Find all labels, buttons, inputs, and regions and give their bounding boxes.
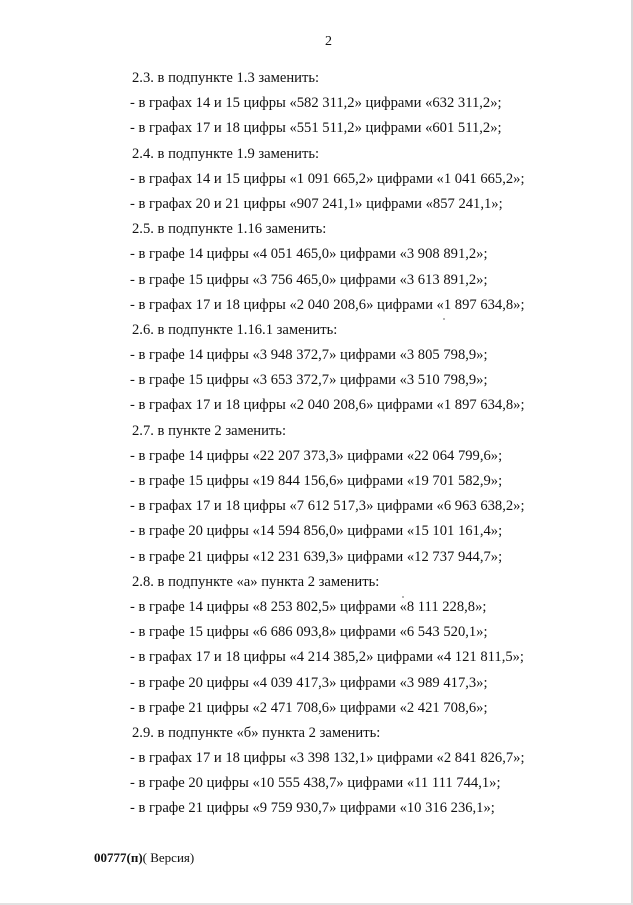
document-version: ( Версия)	[142, 850, 195, 865]
amendment-item: - в графе 20 цифры «10 555 438,7» цифрами «11 111 744,1»;	[130, 775, 501, 792]
amendment-item: - в графе 15 цифры «6 686 093,8» цифрами «6 543 520,1»;	[130, 624, 488, 641]
amendment-item: - в графах 17 и 18 цифры «2 040 208,6» цифрами «1 897 634,8»;	[130, 397, 525, 414]
page-number: 2	[325, 34, 332, 49]
amendment-item: - в графе 14 цифры «3 948 372,7» цифрами «3 805 798,9»;	[130, 347, 488, 364]
amendment-item: - в графе 21 цифры «9 759 930,7» цифрами «10 316 236,1»;	[130, 800, 495, 817]
document-footer	[94, 850, 194, 866]
section-heading: 2.5. в подпункте 1.16 заменить:	[132, 221, 327, 238]
amendment-item: - в графах 17 и 18 цифры «2 040 208,6» цифрами «1 897 634,8»;	[130, 296, 525, 313]
section-heading: 2.7. в пункте 2 заменить:	[132, 422, 287, 439]
amendment-item: - в графах 17 и 18 цифры «551 511,2» цифрами «601 511,2»;	[130, 120, 502, 137]
section-heading: 2.3. в подпункте 1.3 заменить:	[132, 70, 320, 86]
amendment-item: - в графах 14 и 15 цифры «1 091 665,2» цифрами «1 041 665,2»;	[130, 170, 525, 187]
amendment-item: - в графе 14 цифры «22 207 373,3» цифрами «22 064 799,6»;	[130, 447, 503, 464]
section-heading: 2.8. в подпункте «а» пункта 2 заменить:	[132, 573, 380, 590]
amendment-item: - в графах 17 и 18 цифры «4 214 385,2» цифрами «4 121 811,5»;	[130, 649, 524, 666]
amendment-list	[130, 66, 630, 822]
amendment-item: - в графе 14 цифры «8 253 802,5» цифрами «8 111 228,8»;	[130, 598, 487, 615]
amendment-item: - в графе 21 цифры «12 231 639,3» цифрами «12 737 944,7»;	[130, 548, 503, 565]
amendment-item: - в графе 15 цифры «19 844 156,6» цифрами «19 701 582,9»;	[130, 473, 503, 489]
amendment-item: - в графах 20 и 21 цифры «907 241,1» цифрами «857 241,1»;	[130, 195, 503, 212]
amendment-item: - в графе 14 цифры «4 051 465,0» цифрами «3 908 891,2»;	[130, 246, 488, 263]
amendment-item: - в графах 17 и 18 цифры «3 398 132,1» цифрами «2 841 826,7»;	[130, 750, 525, 767]
amendment-item: - в графе 15 цифры «3 653 372,7» цифрами «3 510 798,9»;	[130, 372, 488, 389]
amendment-item: - в графе 20 цифры «14 594 856,0» цифрами «15 101 161,4»;	[130, 523, 503, 540]
section-heading: 2.4. в подпункте 1.9 заменить:	[132, 145, 320, 162]
scan-speck	[443, 318, 445, 320]
document-code: 00777(п)	[94, 850, 143, 865]
amendment-item: - в графе 20 цифры «4 039 417,3» цифрами «3 989 417,3»;	[130, 674, 488, 691]
scan-speck	[402, 596, 404, 598]
section-heading: 2.6. в подпункте 1.16.1 заменить:	[132, 321, 338, 338]
section-heading: 2.9. в подпункте «б» пункта 2 заменить:	[132, 724, 381, 741]
amendment-item: - в графе 21 цифры «2 471 708,6» цифрами «2 421 708,6»;	[130, 699, 488, 716]
amendment-item: - в графах 17 и 18 цифры «7 612 517,3» цифрами «6 963 638,2»;	[130, 498, 525, 515]
amendment-item: - в графах 14 и 15 цифры «582 311,2» цифрами «632 311,2»;	[130, 95, 502, 112]
amendment-item: - в графе 15 цифры «3 756 465,0» цифрами «3 613 891,2»;	[130, 271, 488, 288]
